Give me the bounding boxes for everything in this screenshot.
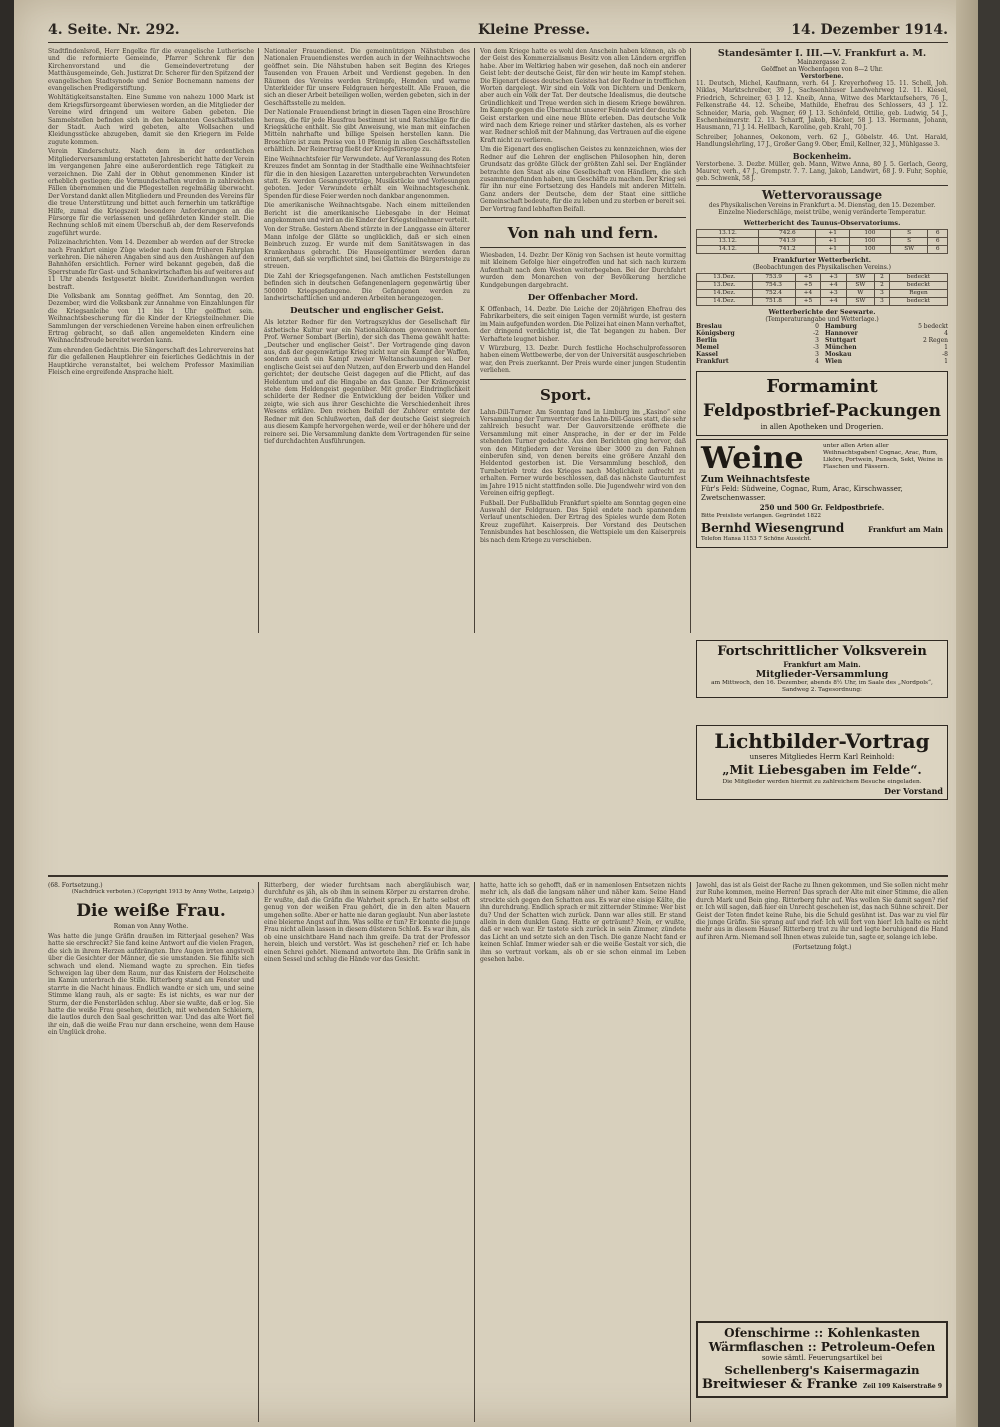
serial-text: hatte, hatte ich so gehofft, daß er in namenlosen Entsetzen nichts mehr ich, als daß die langsam näher und näher kam. Seine Hand streckte sich gegen den Schatten aus. Es war eine eisige Kälte, die ihn durchdrang. Endlich sprach er mit zitternder Stimme: Wer bist du? Und der Schatten wich zurück. Dann war alles still. Er stand allein in dem dunklen Gang. Hatte er geträumt? Nein, er wußte, daß er wach war. Er tastete sich zurück in sein Zimmer, zündete das Licht an und setzte sich an den Tisch. Die ganze Nacht fand er keinen Schlaf. Immer wieder sah er die weiße Gestalt vor sich, die ihm so vertraut vorkam, als ob er sie schon einmal im Leben gesehen habe. [480, 882, 686, 964]
weather-station-temp: 2 Regen [922, 336, 948, 344]
ad-address: Zeil 109 Kaiserstraße 9 [862, 1383, 942, 1390]
ad-headline: Lichtbilder-Vortrag [714, 729, 930, 753]
article: Nationaler Frauendienst. Die gemeinnützigen Nähstuben des Nationalen Frauendienstes werden auch in der Weihnachtswoche geöffnet sein. Die Nähstuben haben seit Beginn des Krieges Tausenden von Frauen Arbeit und Verdienst gegeben. In den Räumen des Vereins werden Strümpfe, Hemden und warme Unterkleider für unsere Feldgrauen hergestellt. Alle Frauen, die sich an dieser Arbeit beteiligen wollen, werden gebeten, sich in der Geschäftsstelle zu melden. [264, 48, 470, 107]
weather-station-temp: 0 [815, 322, 819, 330]
weather-station [696, 330, 819, 337]
weather-station-city: Berlin [696, 336, 717, 344]
registry-deceased-label: Verstorbene. [800, 73, 844, 80]
article: Als letzter Redner für den Vortragszyklus der Gesellschaft für ästhetische Kultur war ein Nationalökonom gewonnen worden. Prof. Werner Sombart (Berlin), der sich das Thema gewählt hatte: „Deutscher und englischer Geist“. Der Vortragende ging davon aus, daß der gegenwärtige Krieg nicht nur ein Kampf der Waffen, sondern auch ein Kampf zweier Weltanschauungen sei. Der englische Geist sei auf den Nutzen, auf den Erwerb und den Handel gerichtet; der deutsche Geist dagegen auf die Pflicht, auf das Heldentum und auf die Hingabe an das Ganze. Der Krämergeist stehe dem Heldengeist gegenüber. Mit großer Eindringlichkeit schilderte der Redner die Entwicklung der beiden Völker und zeigte, wie sich aus ihrer Geschichte die Verschiedenheit ihres Wesens erkläre. Den reichen Beifall der Zuhörer erntete der Redner mit den Schlußworten, daß der deutsche Geist siegreich aus diesem Kampfe hervorgehen werde, weil er der höhere und der reinere sei. Die Versammlung dankte dem Vortragenden für seine tief durchdachten Ausführungen. [264, 319, 470, 445]
article: Wohltätigkeitsanstalten. Eine Summe von nahezu 1000 Mark ist dem Kriegsfürsorgeamt überwiesen worden, an die Mitglieder der Vereine wird dringend um weitere Gaben gebeten. Die Sammelstellen befinden sich in den bekannten Geschäftsstellen der Stadt. Auch wird gebeten, alte Wollsachen und Kleidungsstücke abzugeben, damit sie den Kriegern im Felde zugute kommen. [48, 94, 254, 146]
newspaper-page [14, 0, 978, 1427]
serial-column-3 [480, 882, 686, 1422]
ad-company: Bernhd Wiesengrund [701, 520, 845, 535]
weather-subheading: Frankfurter Wetterbericht. [772, 255, 872, 264]
ad-headline: „Mit Liebesgaben im Felde“. [722, 762, 922, 777]
weather-station-city: Wien [825, 357, 843, 365]
article: Die Zahl der Kriegsgefangenen. Nach amtlichen Feststellungen befinden sich in deutschen Gefangenenlagern gegenwärtig über 500000 Kriegsgefangene. Die Gefangenen werden zu landwirtschaftlichen und anderen Arbeiten herangezogen. [264, 272, 470, 302]
weather-station [696, 351, 819, 358]
weather-station-temp: -8 [942, 350, 948, 358]
article: Wiesbaden, 14. Dezbr. Der König von Sachsen ist heute vormittag mit kleinem Gefolge hier eingetroffen und hat sich nach kurzem Aufenthalt nach dem Westen weiterbegeben. Bei der Durchfahrt wurden dem Monarchen von der Bevölkerung herzliche Kundgebungen dargebracht. [480, 251, 686, 289]
weather-station-temp: 1 [944, 357, 948, 365]
ad-text: Für's Feld: Südweine, Cognac, Rum, Arac, Kirschwasser, Zwetschenwasser. [701, 484, 903, 502]
ad-headline: Weine [701, 440, 804, 476]
observatory-table: 13.12. 742.6 +1 100 S 6 13.12. 741.9 +1 100 S 6 14.12. 741.2 +1 100 SW 6 [696, 229, 948, 254]
serial-title: Die weiße Frau. [76, 901, 226, 921]
header-left: 4. Seite. Nr. 292. [48, 22, 180, 38]
ad-headline: Fortschrittlicher Volksverein [717, 644, 927, 659]
weather-station-temp: 4 [944, 329, 948, 337]
serial-text: Jawohl, das ist als Geist der Rache zu Ihnen gekommen, und Sie sollen nicht mehr zur Ruhe kommen, meine Herren! Das sprach der Alte mit einer Stimme, die allen durch Mark und Bein ging. Ritterberg fuhr auf. Was wollen Sie damit sagen? rief er. Ich will sagen, daß hier ein Unrecht geschehen ist, das nach Sühne schreit. Der Geist der Toten findet keine Ruhe, bis die Schuld gesühnt ist. Das war zu viel für die junge Gräfin. Sie sprang auf und rief: Ich will fort von hier! Ich halte es nicht mehr aus in diesem Hause! Ritterberg trat zu ihr und legte beruhigend die Hand auf ihren Arm. Niemand soll Ihnen etwas zuleide tun, sagte er, solange ich lebe. [696, 882, 948, 941]
ad-company: Schellenberg's Kaisermagazin [724, 1363, 920, 1377]
article: Zum ehrenden Gedächtnis. Die Sängerschaft des Lehrervereins hat für die gefallenen Hauptlehrer ein feierliches Gedächtnis in der Hauptkirche veranstaltet, bei welchem Professor Maximilian Fleisch eine ergreifende Ansprache hielt. [48, 346, 254, 377]
registry-address: Mainzergasse 2. [797, 59, 847, 66]
section-heading: Sport. [540, 385, 592, 404]
header-center: Kleine Presse. [478, 22, 591, 38]
serial-number: (68. Fortsetzung.) [48, 882, 103, 889]
weather-station-temp: -2 [813, 329, 819, 337]
ad-headline: Feldpostbrief-Packungen [702, 400, 942, 421]
weather-forecast: des Physikalischen Vereins in Frankfurt a. M. Dienstag, den 15. Dezember. Einzelne Niederschläge, meist trübe, wenig veränderte Temperatur. [708, 201, 936, 217]
weather-station [825, 344, 948, 351]
registry-list: Verstorbene. 3. Dezbr. Müller, geb. Mann, Witwe Anna, 80 J. 5. Gerlach, Georg, Maurer, verh., 47 J., Grempstr. 7. 7. Lang, Jakob, Landwirt, 68 J. 9. Fuhr, Sophie, geb. Schwenk, 58 J. [696, 160, 948, 183]
weather-station-city: Königsberg [696, 329, 735, 337]
article: Verein Kinderschutz. Nach dem in der ordentlichen Mitgliederversammlung erstatteten Jahresbericht hatte der Verein im vergangenen Jahre eine außerordentlich rege Tätigkeit zu verzeichnen. Die Zahl der in Obhut genommenen Kinder ist erheblich gestiegen; die Vormundschaften wurden in zahlreichen Fällen übernommen und die Pflegestellen regelmäßig überwacht. Der Vorstand dankt allen Mitgliedern und Freunden des Vereins für die treue Unterstützung und bittet auch fernerhin um tatkräftige Hilfe, zumal die Kriegszeit besondere Anforderungen an die Fürsorge für die verlassenen und gefährdeten Kinder stellt. Die Rechnung schloß mit einem Überschuß ab, der dem Reservefonds zugeführt wurde. [48, 148, 254, 237]
article: Um die Eigenart des englischen Geistes zu kennzeichnen, wies der Redner auf die Lehren der englischen Philosophen hin, deren Grundsatz das größte Glück der größten Zahl sei. Der Engländer betrachte den Staat als eine Gesellschaft von Händlern, die sich zusammengefunden haben, um Geschäfte zu machen. Der Krieg sei für ihn nur eine Fortsetzung des Handels mit anderen Mitteln. Ganz anders der Deutsche, dem der Staat eine sittliche Gemeinschaft bedeute, für die zu leben und zu sterben er bereit sei. Der Vortrag fand lebhaften Beifall. [480, 146, 686, 213]
column-2 [264, 48, 470, 633]
article: Von der Straße. Gestern Abend stürzte in der Langgasse ein älterer Mann infolge der Glätte so unglücklich, daß er sich einen Beinbruch zuzog. Er wurde mit dem Sanitätswagen in das Krankenhaus gebracht. Die Hauseigentümer werden daran erinnert, daß sie verpflichtet sind, bei Glatteis die Bürgersteige zu streuen. [264, 226, 470, 271]
column-4 [696, 48, 948, 638]
serial-separator [48, 875, 948, 877]
ad-text: am Mittwoch, den 16. Dezember, abends 8½ Uhr, im Saale des „Nordpols“, Sandweg 2. Tagesordnung: [711, 680, 933, 693]
registry-heading: Bockenheim. [792, 150, 852, 161]
weather-station [696, 344, 819, 351]
header-right: 14. Dezember 1914. [791, 22, 948, 38]
article: Der Nationale Frauendienst bringt in diesen Tagen eine Broschüre heraus, die für jede Hausfrau bestimmt ist und Ratschläge für die Kriegsküche enthält. Sie gibt Anweisung, wie man mit einfachen Mitteln nahrhafte und billige Speisen herstellen kann. Die Broschüre ist zum Preise von 10 Pfennig in allen Geschäftsstellen erhältlich. Der Reinertrag fließt der Kriegsfürsorge zu. [264, 109, 470, 154]
serial-copyright: (Nachdruck verboten.) (Copyright 1913 by Anny Wothe, Leipzig.) [71, 889, 254, 895]
serial-column-1 [48, 882, 254, 1422]
weather-note: (Temperaturangabe und Wetterlage.) [765, 315, 879, 323]
article: K Offenbach, 14. Dezbr. Die Leiche der 20jährigen Ehefrau des Fabrikarbeiters, die seit einigen Tagen vermißt wurde, ist gestern im Main aufgefunden worden. Die Polizei hat einen Mann verhaftet, der dringend verdächtig ist, die Tat begangen zu haben. Der Verhaftete leugnet bisher. [480, 305, 686, 343]
article: Von dem Kriege hatte es wohl den Anschein haben können, als ob der Geist des Kommerzialismus Besitz von allen Ländern ergriffen habe. Aber im Weltkrieg haben wir gesehen, daß noch ein anderer Geist lebt: der deutsche Geist, für den wir heute im Kampf stehen. Die Eigenart dieses deutschen Geistes hat der Redner in trefflichen Worten dargelegt. Wir sind ein Volk von Dichtern und Denkern, aber auch ein Volk der Tat. Der deutsche Idealismus, die deutsche Gründlichkeit und Treue werden sich in diesem Kriege bewähren. Im Kampfe gegen die Übermacht unserer Feinde wird der deutsche Geist erstarken und eine neue Blüte erleben. Das deutsche Volk wird nach dem Kriege reiner und stärker dastehen, als es vorher war. Redner schloß mit der Mahnung, das Vertrauen auf die eigene Kraft nicht zu verlieren. [480, 48, 686, 144]
weather-station-city: Kassel [696, 350, 718, 358]
weather-station [696, 337, 819, 344]
ad-formamint [696, 371, 948, 436]
column-1 [48, 48, 254, 633]
column-divider [258, 48, 259, 633]
article: Polizeinachrichten. Vom 14. Dezember ab werden auf der Strecke nach Frankfurt einige Züge wieder nach dem früheren Fahrplan verkehren. Die näheren Angaben sind aus den Aushängen auf den Bahnhöfen ersichtlich. Ferner wird bekannt gegeben, daß die Sperrstunde für Gast- und Schankwirtschaften bis auf weiteres auf 11 Uhr abends festgesetzt bleibt. Zuwiderhandlungen werden bestraft. [48, 239, 254, 291]
ad-weine [696, 439, 948, 548]
ad-text: 250 und 500 Gr. Feldpostbriefe. [759, 502, 885, 512]
weather-station [825, 337, 948, 344]
ad-headline: Mitglieder-Versammlung [755, 669, 889, 680]
registry-list: Schreiber, Johannes, Oekonom, verh. 62 J., Göbelstr. 46. Unt. Harald, Handlungslehrling, 17 J., Großer Gang 9. Ober, Emil, Kellner, 32 J., Mühlgasse 3. [696, 133, 948, 149]
frankfurt-weather-table: 13.Dez. 753.9 +5 +3 SW 2 bedeckt 13.Dez. 754.3 +5 +4 SW 2 bedeckt 14.Dez. 752.4 +4 +3 W 3 Regen 14.Dez. 751.8 +5 +4 SW 3 bedeckt [696, 273, 948, 306]
ad-company: Breitwieser & Franke [702, 1377, 858, 1392]
ad-headline: Formamint [766, 375, 878, 397]
serial-author: Roman von Anny Wothe. [113, 923, 189, 930]
weather-station [825, 358, 948, 365]
weather-station-city: München [825, 343, 857, 351]
weather-station [696, 358, 819, 365]
serial-column-4 [696, 882, 948, 1322]
weather-station-city: Hannover [825, 329, 858, 337]
ad-text: sowie sämtl. Feuerungsartikel bei [761, 1354, 883, 1362]
weather-station-city: Memel [696, 343, 719, 351]
weather-station [825, 323, 948, 330]
ad-subline: Frankfurt am Main. [783, 660, 861, 669]
ad-text: Telefon Hansa 1153 7 Schöne Aussicht. [701, 535, 812, 542]
ad-lichtbild [696, 725, 948, 800]
page-binding [956, 0, 978, 1427]
article-heading: Deutscher und englischer Geist. [290, 306, 444, 317]
weather-station-city: Frankfurt [696, 357, 729, 365]
article: Lahn-Dill-Turner. Am Sonntag fand in Limburg im „Kasino“ eine Versammlung der Turnvertreter des Lahn-Dill-Gaues statt, die sehr zahlreich besucht war. Der Gauvorsitzende eröffnete die Versammlung mit einer Ansprache, in der er der im Felde stehenden Turner gedachte. Aus den Berichten ging hervor, daß von den Mitgliedern der Vereine über 3000 zu den Fahnen einberufen sind, von denen bereits eine größere Anzahl den Heldentod gestorben ist. Die Versammlung beschloß, den Turnbetrieb trotz des Krieges nach Möglichkeit aufrecht zu erhalten. Ferner wurde beschlossen, daß das nächste Gauturnfest im Jahre 1915 nicht stattfinden solle. Die Jugendwehr wird von den Vereinen eifrig gepflegt. [480, 408, 686, 498]
weather-station-city: Moskau [825, 350, 852, 358]
weather-station-temp: 3 [815, 350, 819, 358]
weather-station-temp: 1 [944, 343, 948, 351]
column-divider [258, 882, 259, 1422]
ad-headline: Ofenschirme :: Kohlenkasten [724, 1326, 920, 1340]
column-divider [690, 882, 691, 1422]
ad-text: unter allen Arten aller Weihnachtsgaben! Cognac, Arac, Rum, Liköre, Portwein, Punsch, Sekt, Weine in Flaschen und Fässern. [823, 442, 943, 470]
weather-station-city: Hamburg [825, 322, 857, 330]
registry-list: 11. Deutsch, Michel, Kaufmann, verh. 64 J. Kreyerhofweg 15. 11. Schell, Joh. Niklas, Marktschreiber, 39 J., Sachsenhäuser Landwehrweg 12. 11. Kiesel, Friedrich, Schreiner, 63 J. 12. Kneib, Anna, Witwe des Marktaufsehers, 76 J., Felkenstraße 44. 12. Scheibe, Mathilde, Ehefrau des Schlossers, 43 J. 12. Schneider, Maria, geb. Wagner, 69 J. 13. Schönfeld, Ottilie, geb. Ludwig, 54 J., Eschenheimerstr. 12. 13. Scharff, Jakob, Bäcker, 58 J. 13. Hermann, Johann, Hausmann, 71 J. 14. Hellbach, Karoline, geb. Krahl, 70 J. [696, 80, 948, 132]
weather-station-temp: 3 [815, 336, 819, 344]
column-divider [474, 882, 475, 1422]
column-4-ad-bottom [696, 1318, 948, 1418]
weather-heading: Wettervoraussage [761, 187, 883, 202]
weather-station [825, 330, 948, 337]
ad-city: Frankfurt am Main [868, 524, 943, 534]
page-header [48, 20, 948, 43]
article: Eine Weihnachtsfeier für Verwundete. Auf Veranlassung des Roten Kreuzes findet am Sonntag in der Stadthalle eine Weihnachtsfeier für die in den hiesigen Lazaretten untergebrachten Verwundeten statt. Es werden Gesangsvorträge, Musikstücke und Vorlesungen geboten. Jeder Verwundete erhält ein Weihnachtsgeschenk. Spenden für diese Feier werden noch dankbar angenommen. [264, 155, 470, 200]
weather-note: (Beobachtungen des Physikalischen Vereins.) [752, 263, 892, 271]
ad-headline: Wärmflaschen :: Petroleum-Oefen [708, 1340, 936, 1354]
weather-station-city: Breslau [696, 322, 722, 330]
article: Die Volksbank am Sonntag geöffnet. Am Sonntag, den 20. Dezember, wird die Volksbank zur Annahme von Einzahlungen für die Kriegsanleihe von 11 bis 1 Uhr geöffnet sein. Weihnachtsbescherung für die Kinder der Kriegsteilnehmer. Die Sammlungen der verschiedenen Vereine haben einen erfreulichen Ertrag gebracht, so daß allen angemeldeten Kindern eine Weihnachtsfreude bereitet werden kann. [48, 293, 254, 345]
serial-text: Ritterberg, der wieder furchtsam nach abergläubisch war, durchfuhr es jäh, als ob ihm in seinem Körper zu erstarren drohe. Er wußte, daß die Gräfin die Wahrheit sprach. Er hatte selbst oft genug von der weißen Frau gehört, die in den alten Mauern umgehen sollte. Aber er hatte nie daran geglaubt. Nun aber lastete eine bleierne Angst auf ihm. Was sollte er tun? Er konnte die junge Frau nicht allein lassen in diesem düsteren Schloß. Es war ihm, als ob eine unsichtbare Hand nach ihm greife. Da trat der Professor herein, bleich und verstört. Was ist geschehen? rief er. Ich habe einen Schrei gehört. Niemand antwortete ihm. Die Gräfin sank in einen Sessel und schlug die Hände vor das Gesicht. [264, 882, 470, 964]
article: Fußball. Der Fußballklub Frankfurt spielte am Sonntag gegen eine Auswahl der Feldgrauen. Das Spiel endete nach spannendem Verlauf unentschieden. Der Ertrag des Spieles wurde dem Roten Kreuz zugeführt. Kaiserpreis. Der Vorstand des Deutschen Tennisbundes hat beschlossen, die Wettspiele um den Kaiserpreis bis nach dem Kriege zu verschieben. [480, 499, 686, 544]
weather-subheading: Wetterberichte der Seewarte. [768, 307, 876, 316]
section-heading: Von nah und fern. [507, 223, 659, 242]
weather-station-city: Stuttgart [825, 336, 857, 344]
weather-station [696, 323, 819, 330]
serial-continuation: (Fortsetzung folgt.) [792, 944, 852, 952]
column-divider [690, 48, 691, 633]
ad-schellenberg [696, 1321, 948, 1398]
ad-subline: Zum Weihnachtsfeste [701, 474, 811, 485]
ad-text: Die Mitglieder werden hiermit zu zahlreichem Besuche eingeladen. [722, 779, 922, 785]
serial-column-2 [264, 882, 470, 1422]
weather-subheading: Wetterbericht des Taunus-Observatoriums. [743, 218, 901, 227]
weather-station-temp: 5 bedeckt [918, 322, 948, 330]
article: V Würzburg, 13. Dezbr. Durch festliche Hochschulprofessoren haben einem Wettbewerbe, der von der Universität ausgeschrieben war, den Preis zuerkannt. Der Preis wurde einer jungen Studentin verliehen. [480, 345, 686, 375]
article-heading: Der Offenbacher Mord. [527, 292, 639, 303]
ad-text: in allen Apotheken und Drogerien. [760, 422, 884, 431]
scan-background [0, 0, 14, 1427]
weather-station-temp: -3 [813, 343, 819, 351]
column-4-lichtbild [696, 722, 948, 872]
column-divider [474, 48, 475, 633]
ad-text: unseres Mitgliedes Herrn Karl Reinhold: [749, 753, 895, 761]
ad-text: Bitte Preisliste verlangen. Gegründet 1822 [701, 512, 821, 519]
article: Stadtfindenlsroß, Herr Engelke für die evangelische Lutherische und die reformierte Gemeinde, Pfarrer Schrenk für den Kirchenvorstand und die Gemeindevertretung der Matthäusgemeinde, Geh. Justizrat Dr. Scherer für den Spitzend der evangelischen Stadtsynode und Senior Bocnemann namens der evangelischen Predigerstiftung. [48, 48, 254, 93]
weather-station [825, 351, 948, 358]
column-3 [480, 48, 686, 633]
weather-station-temp: 4 [815, 357, 819, 365]
seewarte-weather-grid [696, 323, 948, 365]
article: Die amerikanische Weihnachtsgabe. Nach einem mitteilenden Bericht ist die amerikanische Liebesgabe in der Heimat angekommen und wird an die Kinder der Kriegsteilnehmer verteilt. [264, 202, 470, 224]
registry-heading: Standesämter I. III.—V. Frankfurt a. M. [717, 48, 927, 59]
ad-signature: Der Vorstand [884, 786, 943, 796]
registry-hours: Geöffnet an Wochentagen von 8—2 Uhr. [761, 66, 883, 73]
ad-volksverein [696, 640, 948, 698]
serial-text: Was hatte die junge Gräfin draußen im Ritterjaal gesehen? Was hatte sie erschreckt? Sie fand keine Antwort auf die vielen Fragen, die sich in ihrem Herzen aufdrängten. Ihre Augen irrten angstvoll über die Gesichter der Männer, die sie umstanden. Sie fühlte sich schwach und elend. Niemand wagte zu sprechen. Ein tiefes Schweigen lag über dem Raum, nur das Knistern der Holzscheite im Kamin unterbrach die Stille. Ritterberg stand am Fenster und starrte in die Nacht hinaus. Endlich wandte er sich um, und seine Stimme klang rauh, als er sagte: Es ist nichts, es war nur der Sturm, der die Fensterläden schlug. Aber sie wußte, daß er log. Sie hatte die weiße Frau gesehen, deutlich, mit wehenden Schleiern, die lautlos durch den Saal geschritten war. Und das alte Wort fiel ihr ein, daß die weiße Frau nur dann erscheine, wenn dem Hause ein Unglück drohe. [48, 933, 254, 1037]
